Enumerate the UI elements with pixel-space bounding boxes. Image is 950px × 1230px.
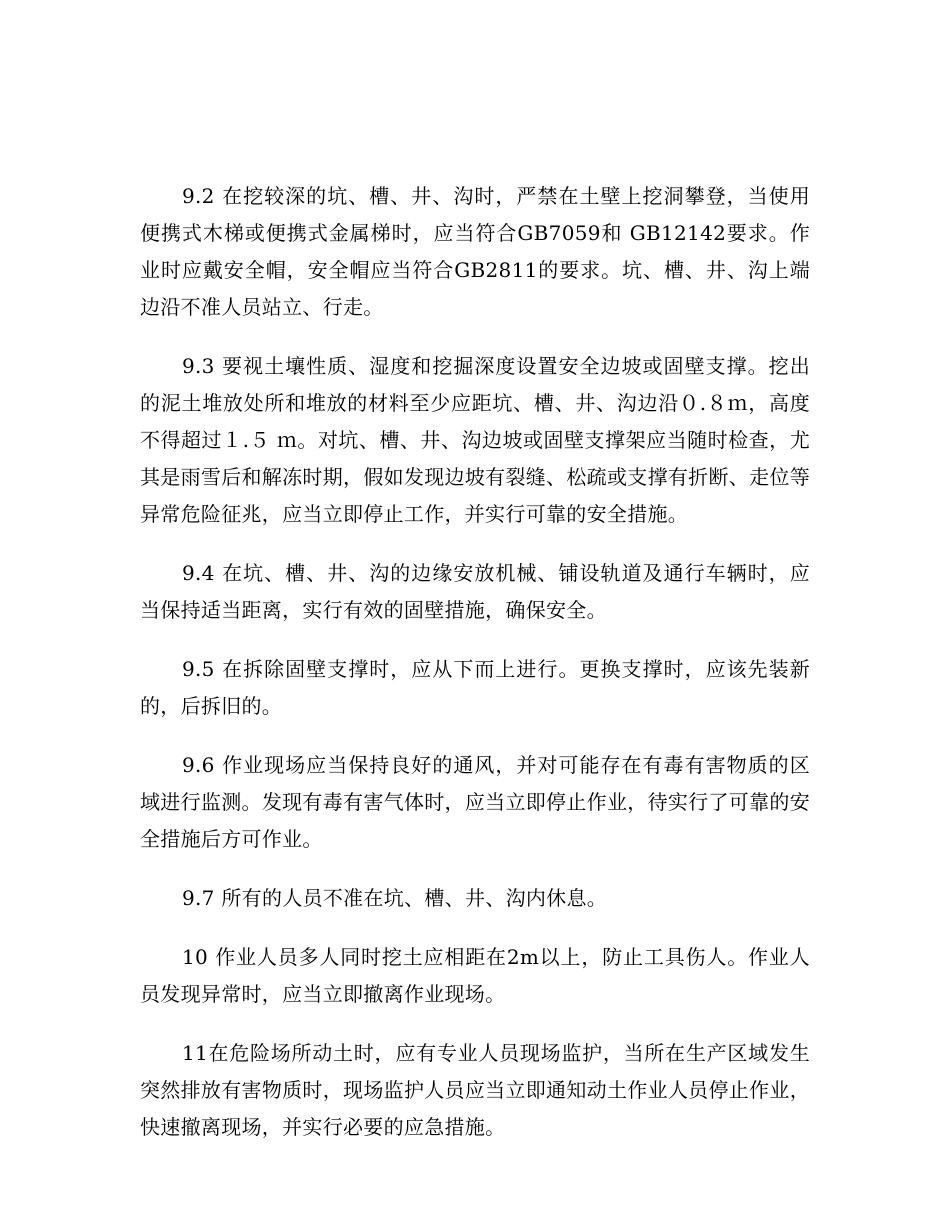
- paragraph-9-3: 9.3 要视土壤性质、湿度和挖掘深度设置安全边坡或固壁支撑。挖出的泥土堆放处所和堆放的材料至少应距坑、槽、井、沟边沿０.８ｍ，高度不得超过１.５ ｍ。对坑、槽、井、沟边坡或固壁支撑架应当随时检查，尤其是雨雪后和解冻时期，假如发现边坡有裂缝、松疏或支撑有折断、走位等异常危险征兆，应当立即停止工作，并实行可靠的安全措施。: [140, 354, 810, 526]
- paragraph-9-2: 9.2 在挖较深的坑、槽、井、沟时，严禁在土壁上挖洞攀登，当使用便携式木梯或便携式金属梯时，应当符合GB7059和 GB12142要求。作业时应戴安全帽，安全帽应当符合GB2811的要求。坑、槽、井、沟上端边沿不准人员站立、行走。: [140, 184, 810, 319]
- paragraph-9-5: 9.5 在拆除固壁支撑时，应从下而上进行。更换支撑时，应该先装新的，后拆旧的。: [140, 657, 810, 718]
- paragraph-9-4: 9.4 在坑、槽、井、沟的边缘安放机械、铺设轨道及通行车辆时，应当保持适当距离，实行有效的固壁措施，确保安全。: [140, 561, 810, 622]
- paragraph-9-6: 9.6 作业现场应当保持良好的通风，并对可能存在有毒有害物质的区域进行监测。发现有毒有害气体时，应当立即停止作业，待实行了可靠的安全措施后方可作业。: [140, 753, 810, 851]
- paragraph-9-7: 9.7 所有的人员不准在坑、槽、井、沟内休息。: [182, 886, 608, 910]
- paragraph-11: 11在危险场所动土时，应有专业人员现场监护，当所在生产区域发生突然排放有害物质时，现场监护人员应当立即通知动土作业人员停止作业，快速撤离现场，并实行必要的应急措施。: [140, 1041, 810, 1139]
- paragraph-10: 10 作业人员多人同时挖土应相距在2m以上，防止工具伤人。作业人员发现异常时，应当立即撤离作业现场。: [140, 945, 810, 1006]
